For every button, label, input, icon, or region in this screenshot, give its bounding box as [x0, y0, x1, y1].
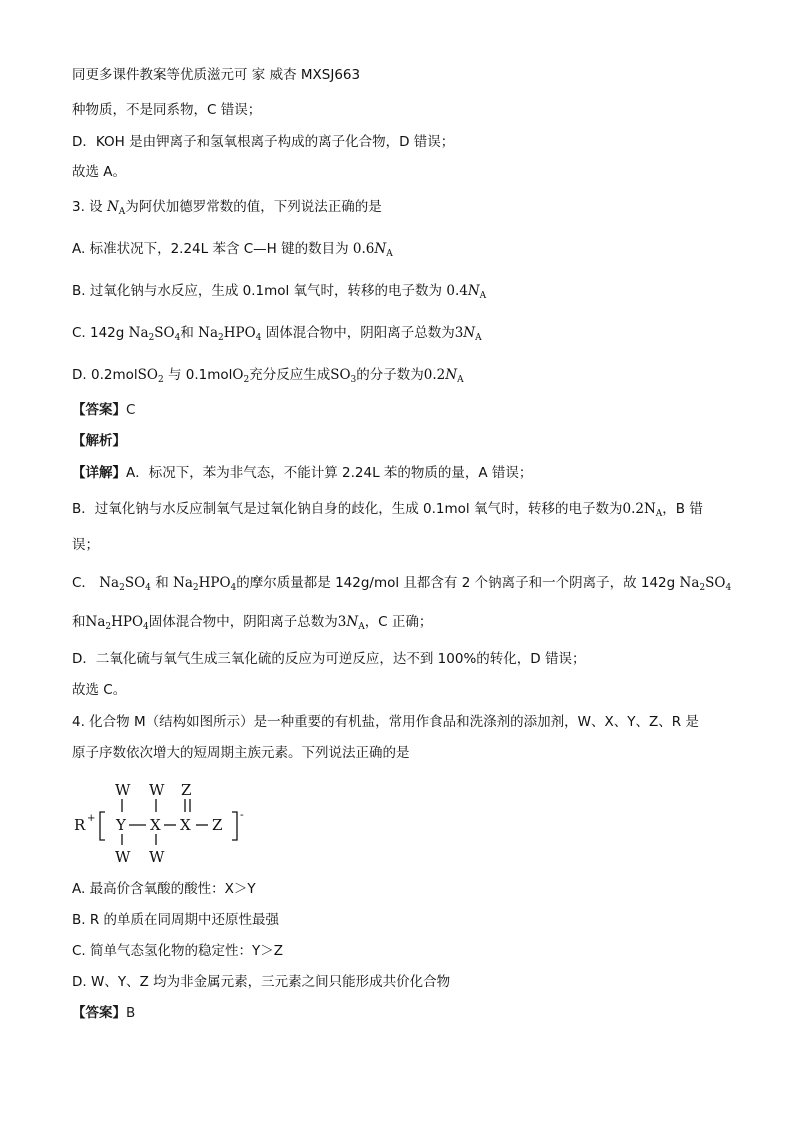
text-line: 种物质，不是同系物，C 错误； [72, 102, 262, 118]
question-4-option-a: A. 最高价含氧酸的酸性：X＞Y [72, 881, 256, 897]
compound-m-structure [72, 778, 272, 866]
question-4-stem: 4. 化合物 M（结构如图所示）是一种重要的有机盐，常用作食品和洗涤剂的添加剂，W、X、Y、Z、R 是 [72, 714, 699, 730]
analysis-label: 【解析】 [72, 433, 126, 449]
struct-plus: + [87, 813, 96, 824]
question-3-option-d: D. 0.2molSO$_2$ 与 0.1molO$_2$充分反应生成$SO_3$的分子数为$0.2N_A$ [72, 367, 464, 385]
question-4-option-b: B. R 的单质在同周期中还原性最强 [72, 912, 280, 928]
detail-line: D．二氧化硫与氧气生成三氧化硫的反应为可逆反应，达不到 100%的转化，D 错误； [72, 651, 586, 667]
struct-y: Y [116, 816, 126, 834]
struct-w: W [149, 781, 165, 799]
struct-z: Z [212, 816, 223, 834]
question-3-option-a: A. 标准状况下，2.24L 苯含 C—H 键的数目为 $0.6N_A$ [72, 241, 393, 259]
detail-line: 故选 C。 [72, 682, 127, 698]
header-watermark: 同更多课件教案等优质滋元可 家 威杏 MXSJ663 [72, 67, 361, 83]
answer-4: 【答案】B [72, 1005, 136, 1021]
question-3-stem: 3. 设 $N_A$为阿伏加德罗常数的值，下列说法正确的是 [72, 199, 382, 217]
detail-line: 误； [72, 537, 99, 553]
struct-x: X [180, 816, 191, 834]
bracket-right [232, 812, 237, 840]
struct-w: W [115, 781, 131, 799]
question-4-stem: 原子序数依次增大的短周期主族元素。下列说法正确的是 [72, 745, 410, 761]
answer-3: 【答案】C [72, 402, 136, 418]
bracket-left [100, 812, 105, 840]
text-line: 故选 A。 [72, 164, 127, 180]
struct-w: W [149, 848, 165, 866]
question-4-option-d: D. W、Y、Z 均为非金属元素，三元素之间只能形成共价化合物 [72, 974, 451, 990]
detail-line: 和$Na_2HPO_4$固体混合物中，阴阳离子总数为$3N_A$，C 正确； [72, 614, 433, 632]
question-3-option-c: C. 142g $Na_2SO_4$和 $Na_2HPO_4$ 固体混合物中，阴阳离子总数为$3N_A$ [72, 325, 482, 343]
struct-x: X [150, 816, 161, 834]
struct-r: R [74, 816, 86, 834]
question-3-option-b: B. 过氧化钠与水反应，生成 0.1mol 氧气时，转移的电子数为 $0.4N_A$ [72, 283, 487, 301]
detail-line: B．过氧化钠与水反应制氧气是过氧化钠自身的歧化，生成 0.1mol 氧气时，转移的电子数为$0.2N_A$，B 错 [72, 501, 703, 519]
struct-z: Z [181, 781, 192, 799]
question-4-option-c: C. 简单气态氢化物的稳定性：Y＞Z [72, 943, 284, 959]
struct-minus: - [240, 808, 244, 821]
detail-line: C． $Na_2SO_4$ 和 $Na_2HPO_4$的摩尔质量都是 142g/mol 且都含有 2 个钠离子和一个阴离子，故 142g $Na_2SO_4$ [72, 575, 732, 593]
text-line: D．KOH 是由钾离子和氢氧根离子构成的离子化合物，D 错误； [72, 134, 455, 150]
detail-line: 【详解】A．标况下，苯为非气态，不能计算 2.24L 苯的物质的量，A 错误； [72, 465, 533, 481]
struct-w: W [115, 848, 131, 866]
